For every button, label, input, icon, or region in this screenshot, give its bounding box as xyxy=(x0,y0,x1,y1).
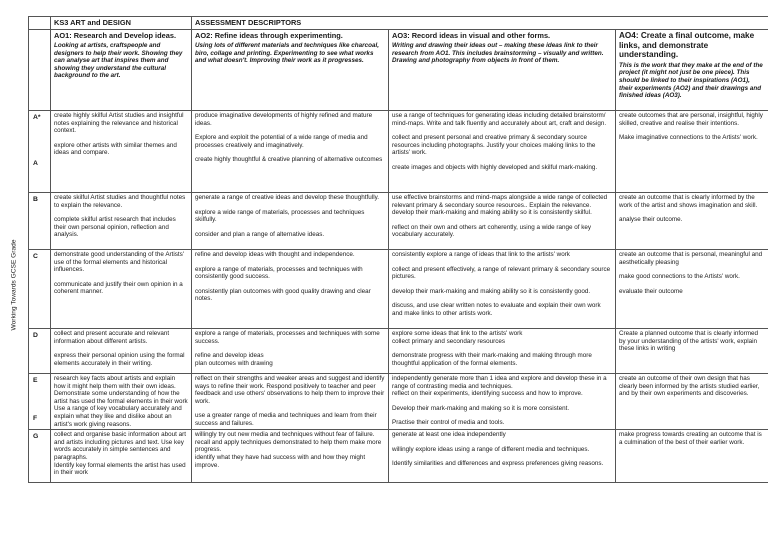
spacer xyxy=(392,217,612,224)
spacer xyxy=(392,281,612,288)
descriptor-text: reflect on their strengths and weaker areas and suggest and identify ways to refine their work. Respond positively to teacher and peer feedback and use others' observations to help them to improve their work. xyxy=(195,375,385,405)
descriptor-text: explore other artists with similar themes and ideas and compare. xyxy=(54,141,177,157)
descriptor-cell-ao3 xyxy=(389,374,616,430)
grade-label: B xyxy=(29,193,51,250)
descriptor-text: collect and present effectively, a range of relevant primary & secondary source pictures. xyxy=(392,265,611,281)
descriptor-text: recall and apply techniques demonstrated to help them make more progress. xyxy=(195,438,382,454)
spacer xyxy=(54,209,188,216)
descriptor-text: discuss, and use clear written notes to evaluate and explain their own work and make links to other artists work. xyxy=(392,302,601,317)
grade-label: E F xyxy=(29,374,51,430)
descriptor-cell-ao1 xyxy=(51,111,192,193)
grade-row xyxy=(29,250,768,329)
spacer xyxy=(195,405,385,412)
descriptor-text: create an outcome that is personal, meaningful and aesthetically pleasing xyxy=(619,251,763,266)
descriptor-text: Explore and exploit the potential of a wide range of media and processes creatively and imaginatively. xyxy=(195,134,368,149)
header-left: KS3 ART and DESIGN xyxy=(51,17,192,30)
descriptor-cell-ao2 xyxy=(192,374,389,430)
descriptor-text: generate at least one idea independently xyxy=(392,431,506,439)
descriptor-text: reflect on their own and others art coherently, using a wide range of key vocabulary accurately. xyxy=(392,223,592,239)
spacer xyxy=(195,224,385,231)
grade-row xyxy=(29,329,768,374)
descriptor-text: Make imaginative connections to the Artists' work. xyxy=(619,134,758,142)
descriptor-text: willingly try out new media and techniques without fear of failure. xyxy=(195,431,375,439)
grade-row xyxy=(29,374,768,430)
ao-cell xyxy=(389,30,616,111)
descriptor-text: explore a wide range of materials, processes and techniques skilfully. xyxy=(195,208,365,224)
descriptor-text: independently generate more than 1 idea and explore and develop these in a range of contrasting media and techniques. xyxy=(392,375,607,390)
ao-title: AO1: Research and Develop ideas. xyxy=(54,31,176,40)
descriptor-text: consider and plan a range of alternative ideas. xyxy=(195,230,325,238)
descriptor-text: express their personal opinion using the formal elements accurately in their writing. xyxy=(54,352,185,367)
descriptor-text: create skilful Artist studies and thoughtful notes to explain the relevance. xyxy=(54,194,186,209)
descriptor-text: explore a range of materials, processes and techniques with some success. xyxy=(195,330,380,345)
descriptor-text: create an outcome of their own design that has clearly been informed by the artists studied earlier, and by their own experiments and discoveries. xyxy=(619,375,760,398)
descriptor-text: use a range of techniques for generating ideas including detailed brainstorm/ mind-maps. Write and talk fluently and accurately about art, craft and design. xyxy=(392,112,607,127)
objectives-row xyxy=(29,30,768,111)
descriptor-cell-ao3 xyxy=(389,193,616,250)
descriptor-cell-ao2 xyxy=(192,250,389,329)
descriptor-text: research key facts about artists and explain how it might help them with their own ideas. Demonstrate some understanding of how the artist has used the formal elements in their work xyxy=(54,375,188,405)
descriptor-text: identify what they have had success with and how they might improve. xyxy=(195,453,366,469)
grade-label: G xyxy=(29,430,51,483)
descriptor-text: collect and present personal and creative primary & secondary source resources including photographs. Justify your choices making links to the artists' work. xyxy=(392,134,596,157)
descriptor-cell-ao2 xyxy=(192,430,389,483)
ao-desc: Writing and drawing their ideas out – making these ideas link to their research from AO1. This includes brainstorming – visually and written. Drawing and photography from objects in front of them. xyxy=(392,42,604,65)
ao-cell xyxy=(192,30,389,111)
descriptor-text: Create a planned outcome that is clearly informed by your understanding of the artists' work, explain these links in writing xyxy=(619,330,758,353)
descriptor-text: use a greater range of media and techniques and learn from their success and failures. xyxy=(195,412,377,427)
ao-desc: Looking at artists, craftspeople and designers to help their work. Showing they can analyse art that inspires them and showing they understand the cultural background to the art. xyxy=(54,42,183,80)
descriptor-text: Develop their mark-making and making so it is more consistent. xyxy=(392,404,570,412)
header-corner xyxy=(29,17,51,30)
spacer xyxy=(392,453,612,460)
spacer xyxy=(54,345,188,352)
descriptor-cell-ao2 xyxy=(192,193,389,250)
spacer xyxy=(619,266,765,273)
spacer xyxy=(195,259,385,266)
spacer xyxy=(392,439,612,446)
descriptor-cell-ao3 xyxy=(389,111,616,193)
ao-title: AO3: Record ideas in visual and other forms. xyxy=(392,31,551,40)
descriptor-cell-ao1 xyxy=(51,430,192,483)
descriptor-text: use effective brainstorms and mind-maps alongside a wide range of collected relevant primary & secondary source resources.. Explain the relevance. xyxy=(392,194,608,209)
descriptor-cell-ao1 xyxy=(51,329,192,374)
descriptor-cell-ao4 xyxy=(616,193,768,250)
descriptor-text: explore a range of materials, processes and techniques with consistently good success. xyxy=(195,265,363,281)
descriptor-text: develop their mark-making and making ability so it is consistently good. xyxy=(392,287,591,295)
grade-row xyxy=(29,111,768,193)
assessment-table xyxy=(28,16,768,483)
spacer xyxy=(619,281,765,288)
descriptor-text: explore some ideas that link to the artists' work xyxy=(392,330,523,337)
grade-label: C xyxy=(29,250,51,329)
descriptor-cell-ao3 xyxy=(389,250,616,329)
ao-cell xyxy=(616,30,768,111)
grade-label: D xyxy=(29,329,51,374)
header-right: ASSESSMENT DESCRIPTORS xyxy=(192,17,768,30)
descriptor-text: create images and objects with highly developed and skilful mark-making. xyxy=(392,163,598,171)
descriptor-text: plan outcomes with drawing xyxy=(195,359,273,367)
descriptor-cell-ao3 xyxy=(389,430,616,483)
grade-row xyxy=(29,430,768,483)
descriptor-text: make good connections to the Artists' work. xyxy=(619,273,740,281)
grade-row xyxy=(29,193,768,250)
descriptor-text: collect primary and secondary resources xyxy=(392,337,506,345)
descriptor-text: consistently plan outcomes with good quality drawing and clear notes. xyxy=(195,287,371,303)
descriptor-text: Identify similarities and differences and express preferences giving reasons. xyxy=(392,460,604,468)
descriptor-text: create highly skilful Artist studies and insightful notes explaining the relevance and historical context. xyxy=(54,112,184,135)
descriptor-text: Practise their control of media and tools. xyxy=(392,419,505,427)
descriptor-text: create an outcome that is clearly informed by the work of the artist and shows imagination and skill. xyxy=(619,194,758,209)
spacer xyxy=(195,149,385,156)
spacer xyxy=(392,127,612,134)
spacer xyxy=(54,274,188,281)
spacer xyxy=(392,295,612,302)
descriptor-cell-ao4 xyxy=(616,250,768,329)
grade-label: A* A xyxy=(29,111,51,193)
descriptor-text: evaluate their outcome xyxy=(619,287,683,295)
descriptor-text: analyse their outcome. xyxy=(619,216,683,224)
descriptor-text: reflect on their experiments, identifying success and how to improve. xyxy=(392,390,583,398)
descriptor-cell-ao4 xyxy=(616,329,768,374)
descriptor-text: demonstrate progress with their mark-making and making through more thoughtful application of the formal elements. xyxy=(392,352,592,367)
grade-rows xyxy=(29,111,768,483)
ao-desc: This is the work that they make at the end of the project (it might not just be one piece). This should be linked to their inspirations (AO1), their experiments (AO2) and their drawings and finished ideas (AO3). xyxy=(619,61,763,100)
descriptor-cell-ao1 xyxy=(51,250,192,329)
descriptor-cell-ao4 xyxy=(616,374,768,430)
ao-cell xyxy=(51,30,192,111)
descriptor-cell-ao1 xyxy=(51,193,192,250)
ao-desc: Using lots of different materials and techniques like charcoal, biro, collage and printing. Experimenting to see what works and what doesn't. Improving their work as it progresses. xyxy=(195,42,379,65)
descriptor-text: make progress towards creating an outcome that is a culmination of the best of their earlier work. xyxy=(619,431,762,446)
ao-title: AO2: Refine ideas through experimenting. xyxy=(195,31,343,40)
assessment-page xyxy=(28,16,768,543)
spacer xyxy=(392,259,612,266)
descriptor-text: produce imaginative developments of highly refined and mature ideas. xyxy=(195,112,373,127)
descriptor-text: willingly explore ideas using a range of different media and techniques. xyxy=(392,445,590,453)
descriptor-text: create highly thoughtful & creative planning of alternative outcomes xyxy=(195,156,383,164)
descriptor-cell-ao1 xyxy=(51,374,192,430)
spacer xyxy=(392,345,612,352)
descriptor-cell-ao4 xyxy=(616,430,768,483)
spacer xyxy=(195,202,385,209)
descriptor-text: collect and present accurate and relevant information about different artists. xyxy=(54,330,170,345)
side-label xyxy=(2,180,26,390)
descriptor-text: communicate and justify their own opinion in a coherent manner. xyxy=(54,280,183,296)
descriptor-cell-ao3 xyxy=(389,329,616,374)
spacer xyxy=(392,398,612,405)
descriptor-text: complete skilful artist research that includes their own personal opinion, reflection and analysis. xyxy=(54,216,176,239)
descriptor-text: consistently explore a range of ideas that link to the artists' work xyxy=(392,251,570,258)
descriptor-cell-ao4 xyxy=(616,111,768,193)
descriptor-text: demonstrate good understanding of the Artists' use of the formal elements and historical influences. xyxy=(54,251,185,274)
descriptor-text: Identify key formal elements the artist has used in their work xyxy=(54,461,186,477)
descriptor-text: collect and organise basic information about art and artists including pictures and text. Use key words accurately in simple sentences and paragraphs. xyxy=(54,431,186,461)
descriptor-cell-ao2 xyxy=(192,111,389,193)
descriptor-text: Use a range of key vocabulary accurately and explain what they like and dislike about an artist's work giving reasons. xyxy=(54,405,182,428)
spacer xyxy=(195,127,385,134)
spacer xyxy=(619,209,765,216)
descriptor-text: refine and develop ideas with thought and independence. xyxy=(195,251,355,258)
descriptor-text: develop their mark-making and making ability so it is consistently skilful. xyxy=(392,209,592,217)
ao-title: AO4: Create a final outcome, make links, and demonstrate understanding. xyxy=(619,31,755,60)
spacer xyxy=(392,157,612,164)
spacer xyxy=(54,135,188,142)
side-label-text: Working Towards GCSE Grade xyxy=(10,239,18,331)
descriptor-cell-ao2 xyxy=(192,329,389,374)
objectives-corner xyxy=(29,30,51,111)
spacer xyxy=(195,281,385,288)
descriptor-text: create outcomes that are personal, insightful, highly skilled, creative and realise their intentions. xyxy=(619,112,763,127)
spacer xyxy=(195,345,385,352)
descriptor-text: generate a range of creative ideas and develop these thoughtfully. xyxy=(195,194,380,201)
header-row xyxy=(29,17,768,30)
spacer xyxy=(619,127,765,134)
spacer xyxy=(392,412,612,419)
descriptor-text: refine and develop ideas xyxy=(195,352,264,360)
